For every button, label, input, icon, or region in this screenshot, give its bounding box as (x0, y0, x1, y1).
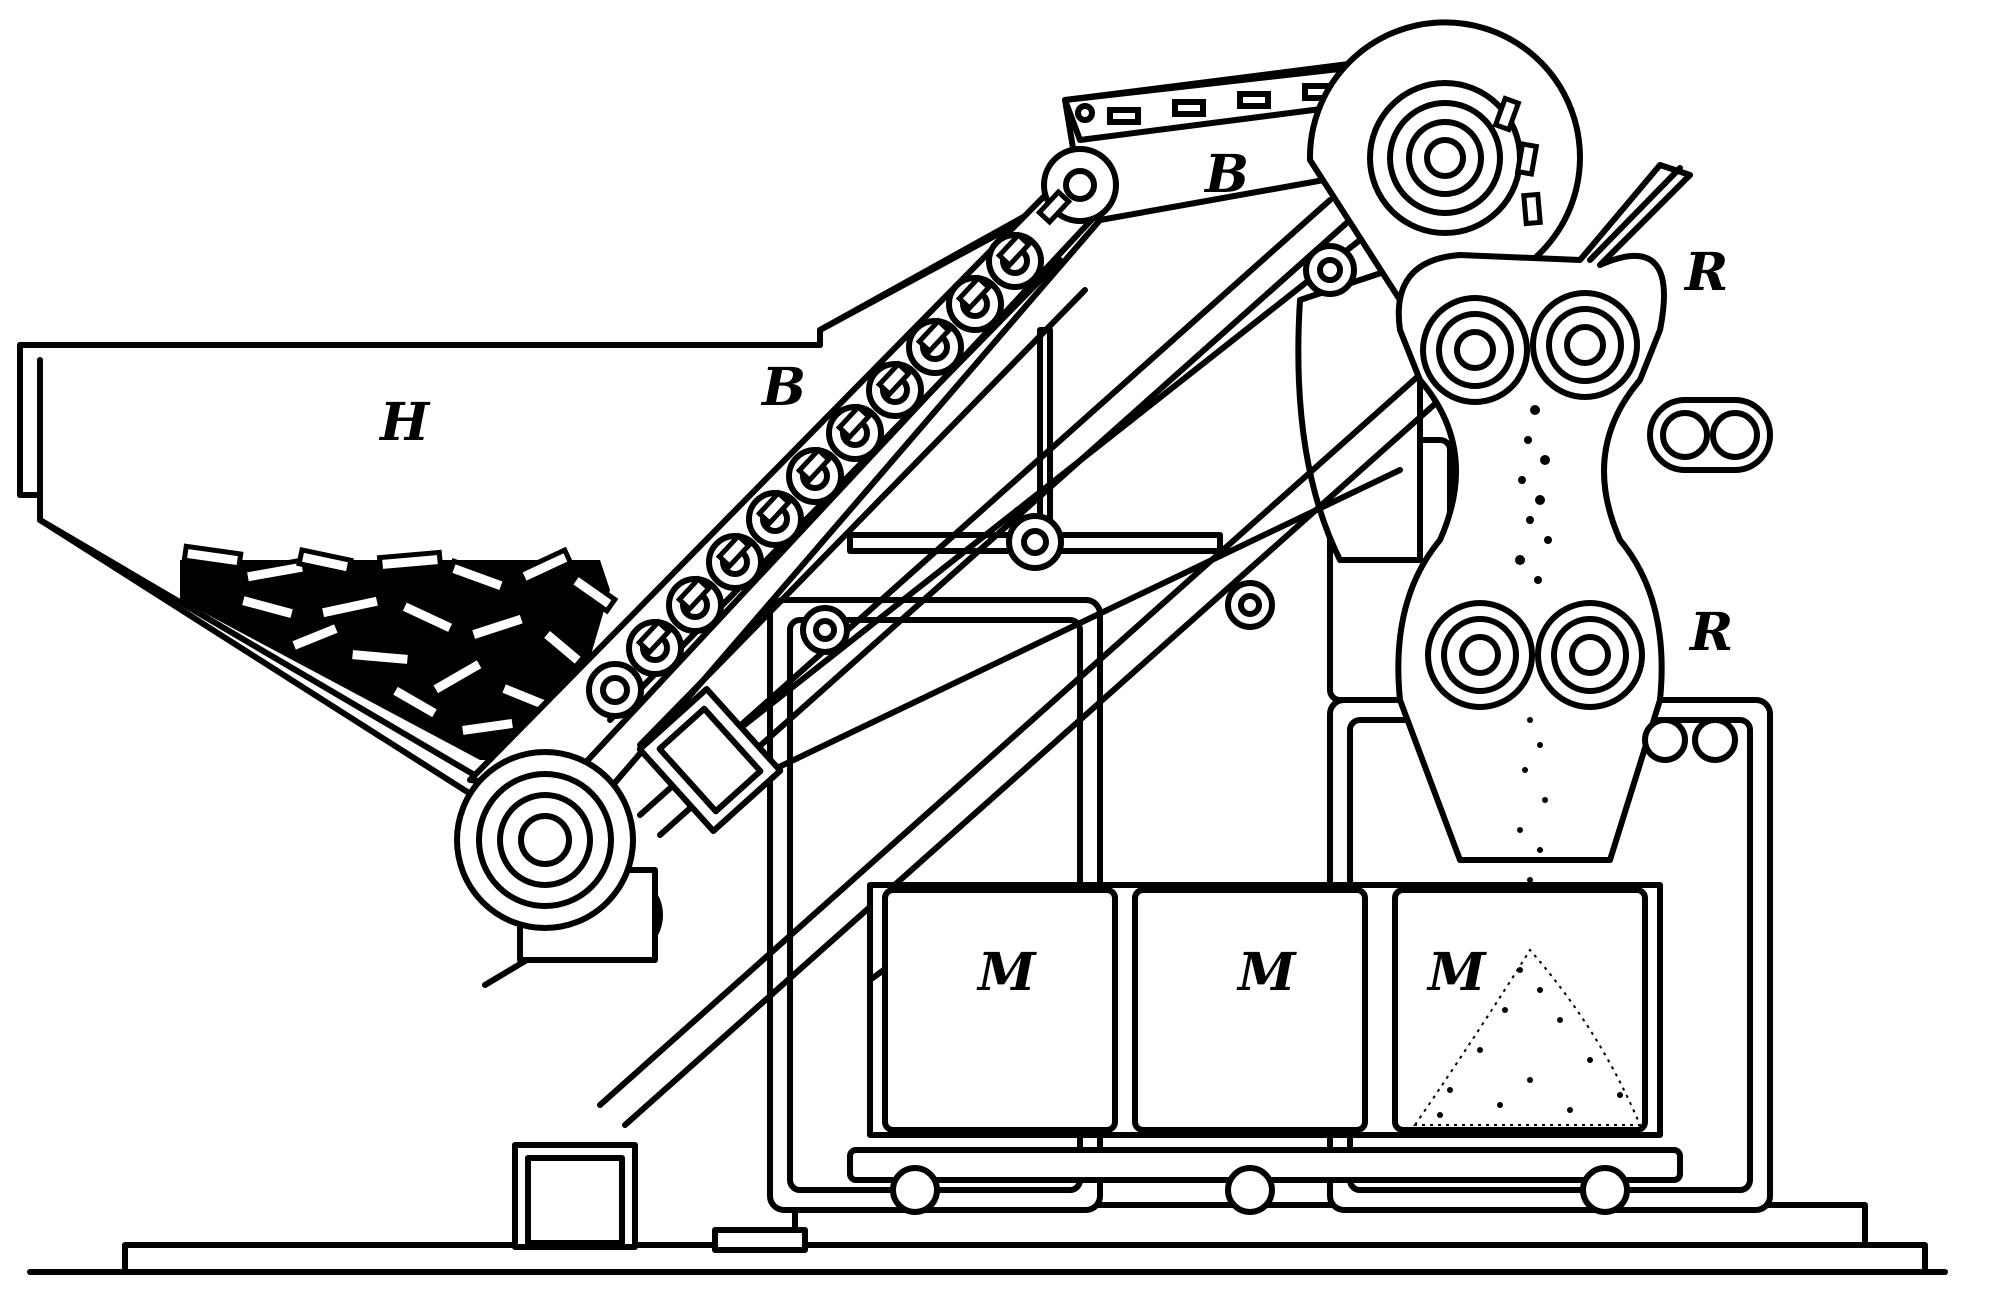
label-bin-3: M (1428, 942, 1486, 1003)
label-rolls-upper: R (1685, 242, 1729, 303)
hopper (20, 60, 1380, 800)
label-hopper: H (380, 392, 430, 453)
label-bin-2: M (1238, 942, 1296, 1003)
label-bin-1: M (978, 942, 1036, 1003)
label-rolls-lower: R (1690, 602, 1734, 663)
label-belt-lower: B (762, 357, 806, 418)
small-box (515, 1145, 635, 1247)
bins (850, 885, 1680, 1212)
label-belt-upper: B (1205, 144, 1249, 205)
ground-base (30, 1205, 1945, 1272)
